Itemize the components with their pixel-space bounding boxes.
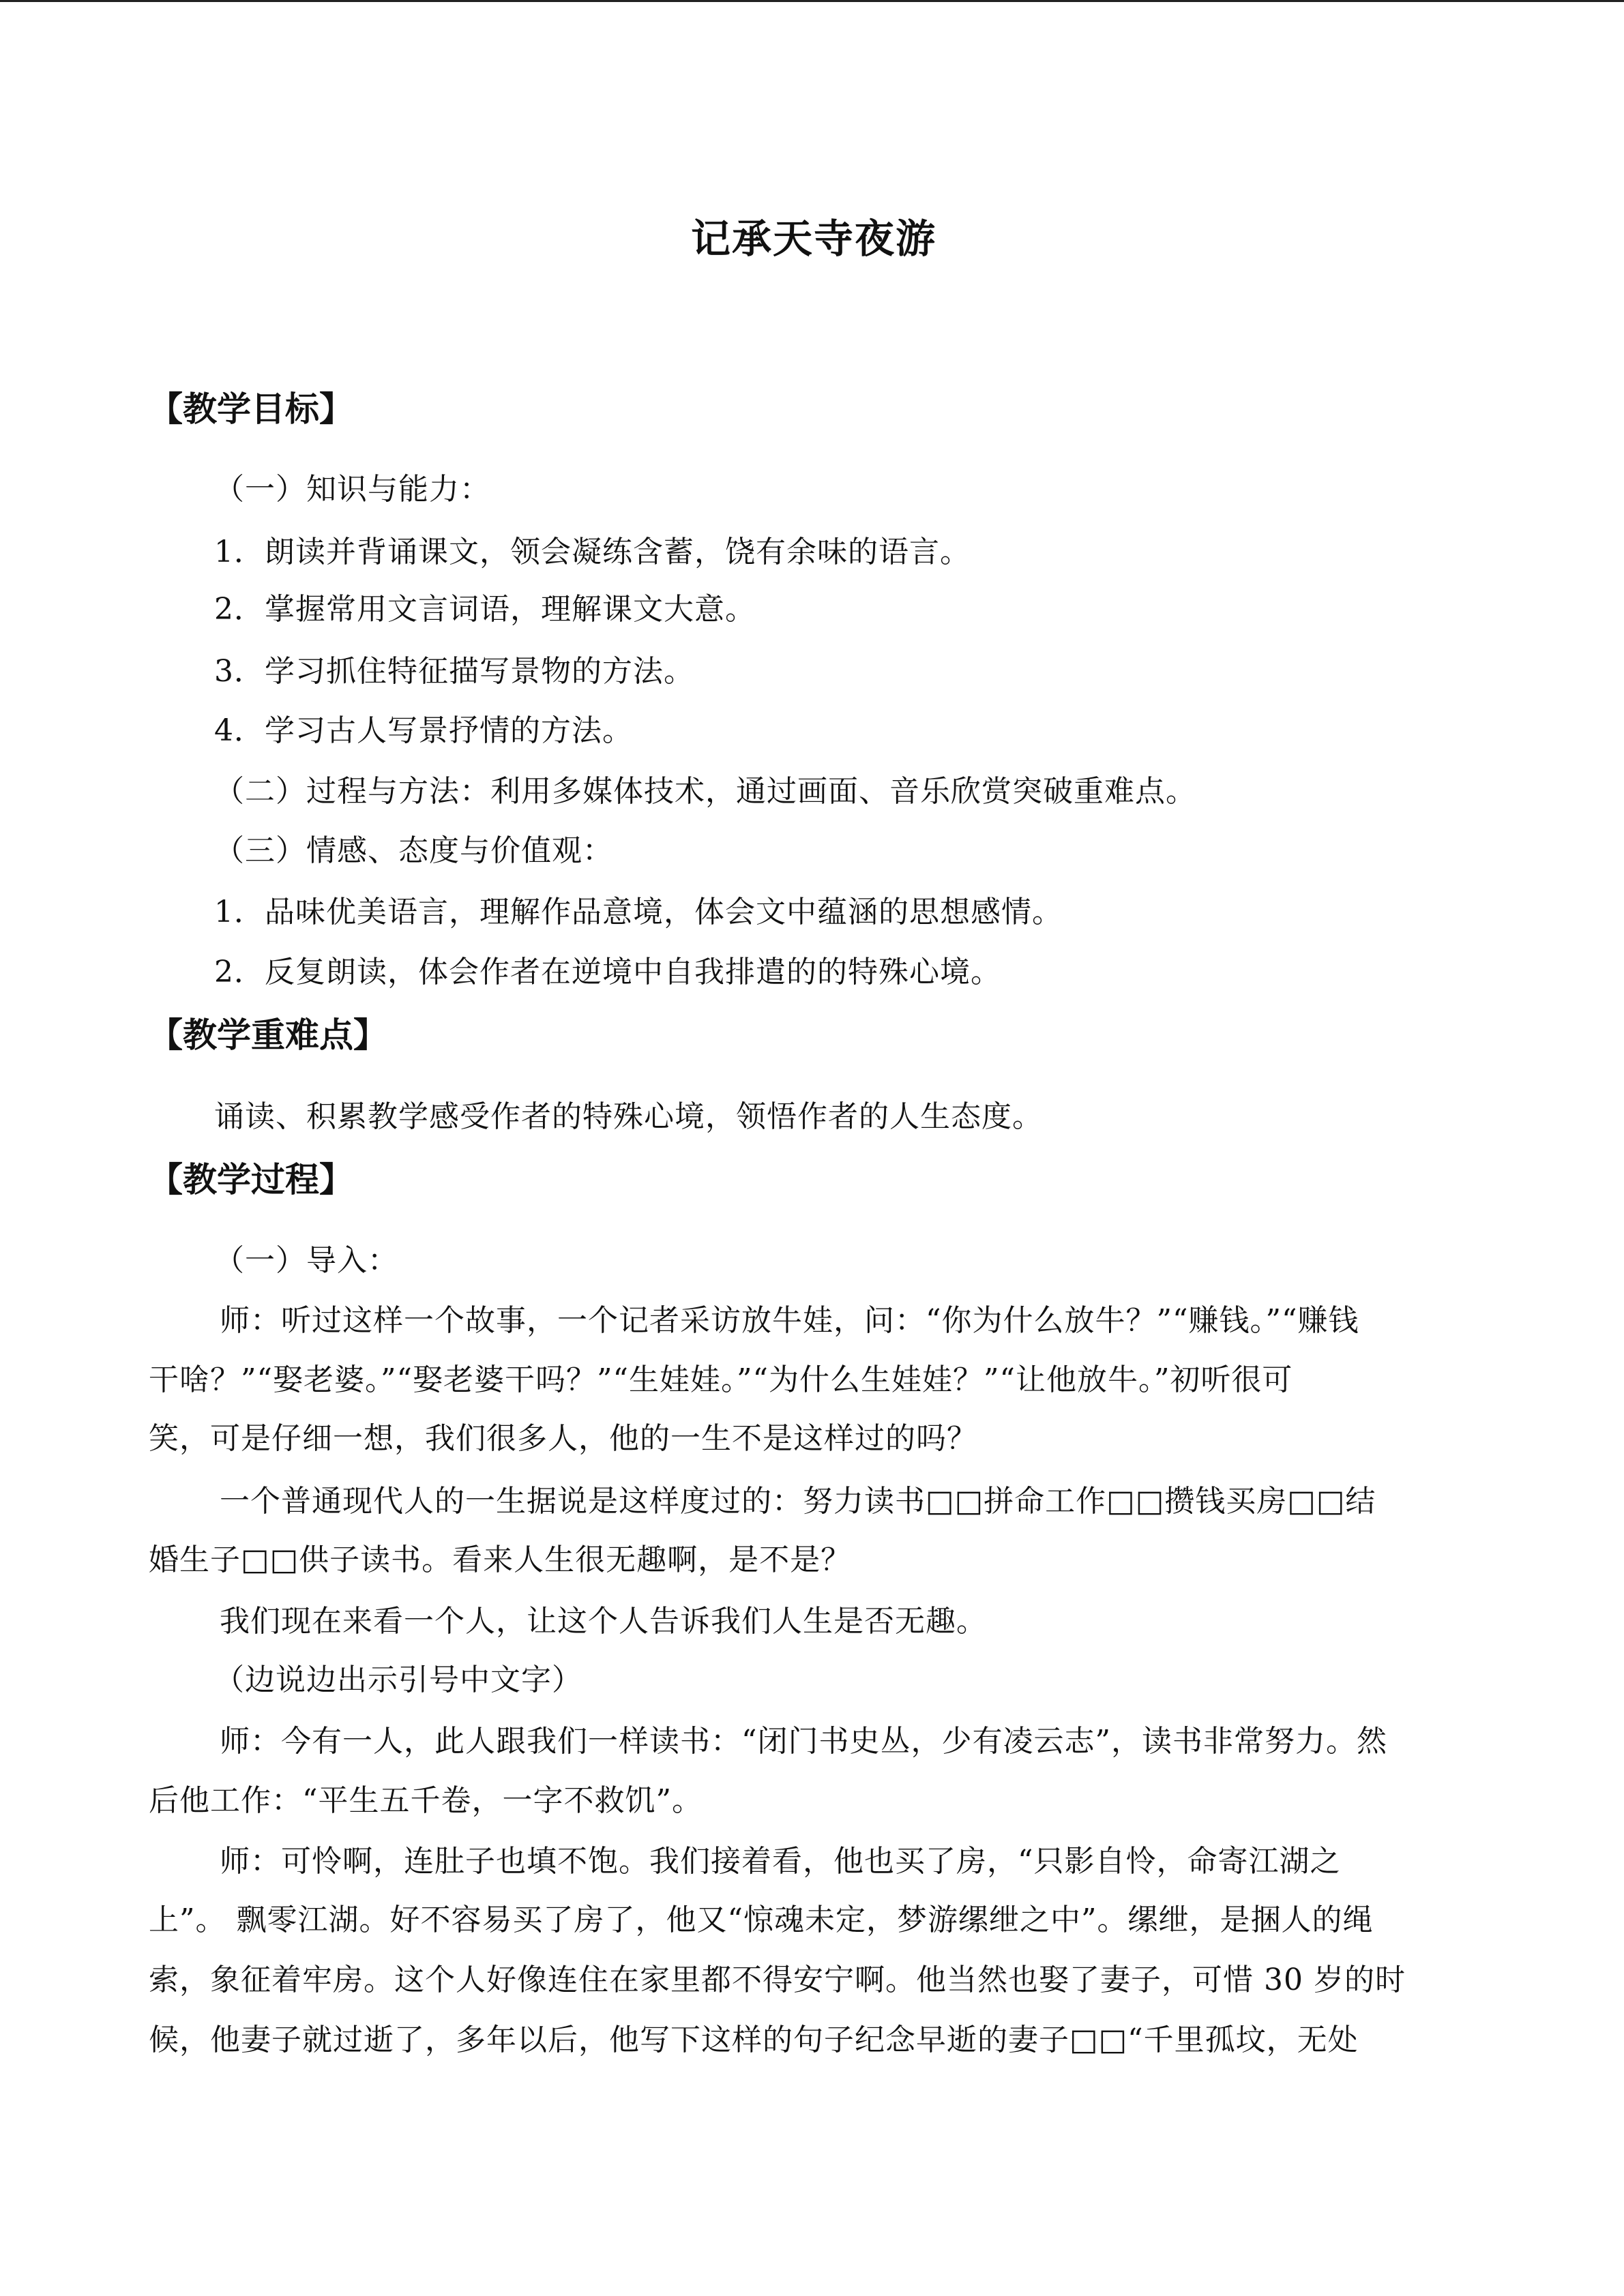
objective-line: （二）过程与方法：利用多媒体技术，通过画面、音乐欣赏突破重难点。 xyxy=(214,774,1196,809)
objective-line: 2．掌握常用文言词语，理解课文大意。 xyxy=(214,592,756,627)
objective-line: 4．学习古人写景抒情的方法。 xyxy=(214,713,633,748)
document-title: 记承天寺夜游 xyxy=(690,215,936,262)
process-line: 笑，可是仔细一想，我们很多人，他的一生不是这样过的吗？ xyxy=(149,1421,977,1456)
heading-process: 【教学过程】 xyxy=(149,1159,353,1199)
process-line: 上”。 飘零江湖。好不容易买了房了，他又“惊魂未定，梦游缧绁之中”。缧绁，是捆人的绳 xyxy=(149,1903,1374,1937)
process-line: （一）导入： xyxy=(214,1243,398,1278)
objective-line: 3．学习抓住特征描写景物的方法。 xyxy=(214,654,694,689)
process-line: 一个普通现代人的一生据说是这样度过的：努力读书□□拼命工作□□攒钱买房□□结 xyxy=(220,1484,1376,1519)
objective-line: 1．朗读并背诵课文，领会凝练含蓄，饶有余味的语言。 xyxy=(214,535,971,569)
process-line: 婚生子□□供子读书。看来人生很无趣啊，是不是？ xyxy=(149,1542,852,1577)
process-line: 候，他妻子就过逝了，多年以后，他写下这样的句子纪念早逝的妻子□□“千里孤坟，无处 xyxy=(149,2023,1359,2057)
process-line: 索，象征着牢房。这个人好像连住在家里都不得安宁啊。他当然也娶了妻子，可惜 30 岁的时 xyxy=(149,1963,1406,1997)
objective-line: 1．品味优美语言，理解作品意境，体会文中蕴涵的思想感情。 xyxy=(214,895,1063,929)
process-line: 师：可怜啊，连肚子也填不饱。我们接着看，他也买了房，“只影自怜，命寄江湖之 xyxy=(220,1844,1341,1879)
process-line: 我们现在来看一个人，让这个人告诉我们人生是否无趣。 xyxy=(220,1604,987,1639)
objective-line: （一）知识与能力： xyxy=(214,472,490,507)
objective-line: （三）情感、态度与价值观： xyxy=(214,833,613,868)
process-line: 干啥？”“娶老婆。”“娶老婆干吗？”“生娃娃。”“为什么生娃娃？”“让他放牛。”初听很可 xyxy=(149,1362,1293,1397)
objective-line: 2．反复朗读，体会作者在逆境中自我排遣的的特殊心境。 xyxy=(214,955,1001,989)
heading-key-points: 【教学重难点】 xyxy=(149,1015,387,1055)
heading-objectives: 【教学目标】 xyxy=(149,389,353,429)
process-line: 师：今有一人，此人跟我们一样读书：“闭门书史丛，少有凌云志”，读书非常努力。然 xyxy=(220,1724,1387,1759)
process-line: 后他工作：“平生五千卷，一字不救饥”。 xyxy=(149,1783,703,1818)
key-points-text: 诵读、积累教学感受作者的特殊心境，领悟作者的人生态度。 xyxy=(214,1099,1043,1134)
process-line: 师：听过这样一个故事，一个记者采访放牛娃，问：“你为什么放牛？”“赚钱。”“赚钱 xyxy=(220,1303,1359,1338)
top-border-rule xyxy=(0,0,1624,2)
process-line: （边说边出示引号中文字） xyxy=(214,1663,582,1697)
